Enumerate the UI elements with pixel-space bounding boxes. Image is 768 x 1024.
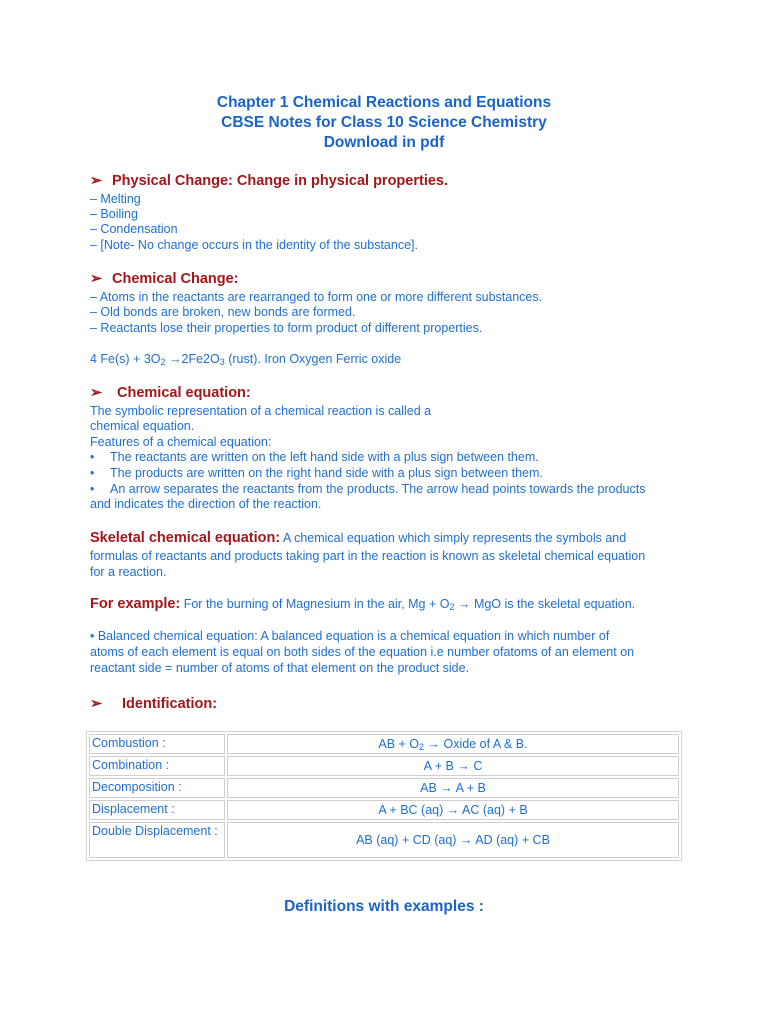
table-row [89, 756, 679, 776]
paragraph-line: chemical equation. [90, 419, 195, 433]
rust-eq-part: 4 Fe(s) + 3O [90, 352, 161, 366]
table-row [89, 800, 679, 820]
rust-eq-subscript: 2 [160, 357, 166, 367]
paragraph-line: • Balanced chemical equation: A balanced equation is a chemical equation in which number of [90, 629, 610, 643]
physical-change-heading [90, 172, 448, 190]
table-cell-equation [227, 734, 679, 754]
table-cell-label: Decomposition : [89, 778, 225, 798]
identification-table [86, 731, 682, 861]
list-item: – Reactants lose their properties to form product of different properties. [90, 321, 483, 335]
chemical-change-heading [90, 270, 239, 288]
physical-change-heading-text: Physical Change: Change in physical properties. [112, 173, 449, 189]
table-cell-equation: AB (aq) + CD (aq) → AD (aq) + CB [227, 822, 679, 858]
arrow-bullet-icon: ➢ [90, 385, 103, 401]
bullet-icon: • [90, 450, 95, 464]
identification-heading-text: Identification: [122, 696, 218, 712]
chemical-equation-heading [90, 384, 251, 402]
table-cell-equation: A + B → C [227, 756, 679, 776]
table-row [89, 822, 679, 858]
paragraph-line: The symbolic representation of a chemical reaction is called a [90, 404, 432, 418]
example-line [90, 597, 635, 613]
list-item [90, 450, 539, 466]
table-cell-label: Double Displacement : [89, 822, 225, 858]
definitions-heading: Definitions with examples : [284, 898, 484, 915]
table-cell-label: Combination : [89, 756, 225, 776]
list-item: – Atoms in the reactants are rearranged to form one or more different substances. [90, 290, 543, 304]
table-row [89, 734, 679, 754]
list-item: – Melting [90, 192, 141, 206]
bullet-icon: • [90, 482, 95, 496]
chemical-change-heading-text: Chemical Change: [112, 271, 239, 287]
chemical-equation-heading-text: Chemical equation: [117, 385, 251, 401]
equation-part: → Oxide of A & B. [424, 737, 528, 751]
equation-part: AB + O [378, 737, 420, 751]
list-item: – [Note- No change occurs in the identity of the substance]. [90, 238, 418, 252]
rust-eq-part: (rust). Iron Oxygen Ferric oxide [224, 352, 402, 366]
list-item-text: The reactants are written on the left hand side with a plus sign between them. [110, 450, 539, 464]
paragraph-line: Features of a chemical equation: [90, 435, 272, 449]
paragraph-line: reactant side = number of atoms of that element on the product side. [90, 661, 470, 675]
example-label: For example: [90, 596, 181, 612]
bullet-icon: • [90, 466, 95, 480]
rust-example-equation [90, 352, 401, 368]
rust-eq-subscript: 3 [219, 357, 225, 367]
equation-subscript: 2 [419, 742, 425, 752]
example-text: → MgO is the skeletal equation. [454, 597, 636, 611]
page-title-line-3: Download in pdf [323, 134, 445, 151]
skeletal-text: A chemical equation which simply represents the symbols and [280, 531, 627, 545]
arrow-bullet-icon: ➢ [90, 173, 103, 189]
skeletal-definition [90, 531, 626, 547]
table-row [89, 778, 679, 798]
table-cell-label: Combustion : [89, 734, 225, 754]
rust-eq-part: →2Fe2O [165, 352, 220, 366]
table-cell-equation: A + BC (aq) → AC (aq) + B [227, 800, 679, 820]
example-text: For the burning of Magnesium in the air, Mg + O [180, 597, 450, 611]
page-title-line-2: CBSE Notes for Class 10 Science Chemistry [221, 114, 547, 131]
paragraph-line: atoms of each element is equal on both sides of the equation i.e number ofatoms of an element on [90, 645, 635, 659]
list-item [90, 466, 543, 482]
page-title-line-1: Chapter 1 Chemical Reactions and Equations [216, 94, 552, 111]
list-item-text: The products are written on the right hand side with a plus sign between them. [110, 466, 543, 480]
skeletal-label: Skeletal chemical equation: [90, 530, 281, 546]
list-item: – Old bonds are broken, new bonds are formed. [90, 305, 356, 319]
list-item: – Condensation [90, 222, 178, 236]
table-cell-label: Displacement : [89, 800, 225, 820]
example-subscript: 2 [449, 602, 455, 612]
paragraph-line: formulas of reactants and products taking part in the reaction is known as skeletal chemical equation [90, 549, 646, 563]
table-cell-equation: AB → A + B [227, 778, 679, 798]
arrow-bullet-icon: ➢ [90, 696, 103, 712]
paragraph-line: for a reaction. [90, 565, 167, 579]
list-item: – Boiling [90, 207, 138, 221]
identification-heading [90, 695, 217, 713]
list-item [90, 482, 645, 498]
arrow-bullet-icon: ➢ [90, 271, 103, 287]
list-item-text: An arrow separates the reactants from the products. The arrow head points towards the products [110, 482, 646, 496]
paragraph-line: and indicates the direction of the reaction. [90, 497, 322, 511]
